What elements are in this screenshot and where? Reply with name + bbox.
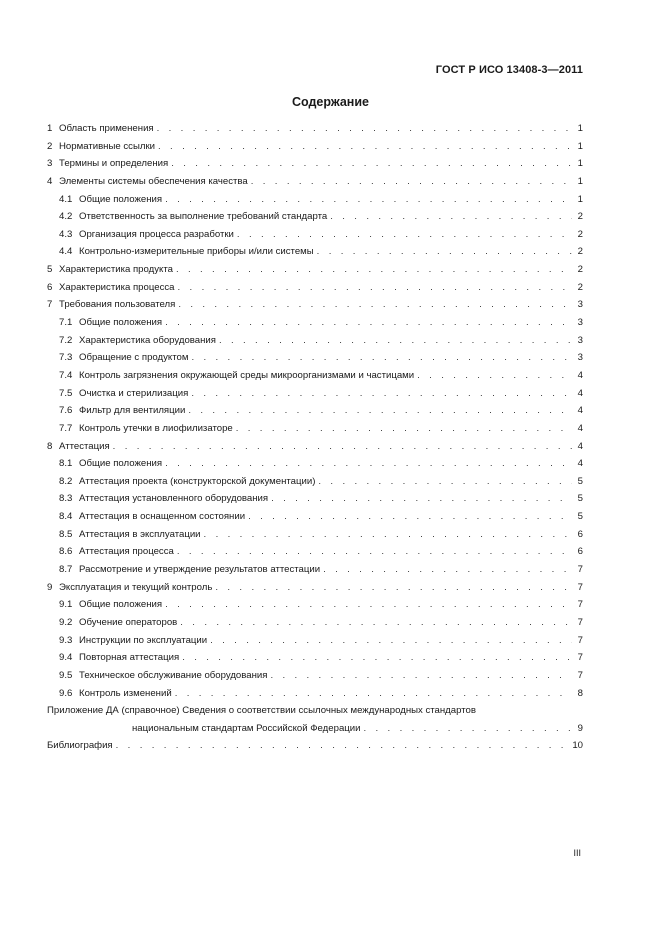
toc-entry-number: 9 [47,581,53,593]
dot-leader [318,473,572,491]
toc-title: Содержание [291,95,369,109]
dot-leader [171,155,572,173]
dot-leader [191,349,572,367]
toc-entry-number: 8.5 [59,528,73,540]
toc-entry-number: 4.2 [59,211,73,223]
toc-entry-page: 2 [577,264,583,276]
toc-entry-title: Контроль утечки в лиофилизаторе [79,422,233,434]
toc-entry-page: 4 [577,405,583,417]
dot-leader [177,543,572,561]
toc-entry[interactable] [47,685,583,703]
toc-entry-title: Контроль изменений [79,687,172,699]
toc-entry-title: Обращение с продуктом [79,352,189,364]
dot-leader [178,296,572,314]
toc-entry-number: 7.2 [59,334,73,346]
toc-entry-page: 1 [577,140,583,152]
dot-leader [237,226,572,244]
toc-bibliography[interactable] [47,737,583,755]
toc-entry-title: Область применения [59,123,154,134]
toc-entry-title: Обучение операторов [79,616,178,628]
toc-entry-page: 7 [577,652,583,664]
toc-entry[interactable] [47,579,583,597]
toc-entry-number: 9.4 [59,652,73,664]
dot-leader [165,596,572,614]
toc-entry[interactable] [47,561,583,579]
toc-entry[interactable] [47,332,583,350]
toc-entry[interactable] [47,173,583,191]
dot-leader [157,120,572,138]
toc-entry-page: 2 [577,211,583,223]
dot-leader [165,191,572,209]
dot-leader [236,420,572,438]
toc-entry-number: 7.1 [59,317,73,329]
toc-entry[interactable] [47,455,583,473]
toc-entry[interactable] [47,279,583,297]
toc-entry-title: Аттестация в оснащенном состоянии [79,511,246,523]
dot-leader [178,279,572,297]
toc-entry-number: 7.6 [59,405,73,417]
toc-entry-page: 5 [577,493,583,505]
dot-leader [175,685,572,703]
toc-entry-number: 8.6 [59,546,73,558]
toc-entry[interactable] [47,543,583,561]
toc-entry-page: 7 [577,599,583,611]
toc-entry-number: 9.5 [59,669,73,681]
toc-entry-page: 3 [577,317,583,329]
toc-entry-number: 8.7 [59,564,73,576]
toc-entry-title: Аттестация проекта (конструкторской документации) [79,475,316,487]
dot-leader [204,526,572,544]
toc-entry-title: Фильтр для вентиляции [79,405,186,417]
toc-entry-title: Характеристика оборудования [79,334,216,346]
toc-entry-title: Эксплуатация и текущий контроль [59,581,213,593]
toc-entry-page: 4 [577,369,583,381]
toc-entry-number: 9.2 [59,616,73,628]
toc-entry-page: 7 [577,564,583,576]
toc-entry-number: 7 [47,299,53,311]
toc-entry-page: 1 [577,175,583,187]
toc-entry[interactable] [47,402,583,420]
toc-entry-title: Общие положения [79,317,163,329]
toc-entry-title: Организация процесса разработки [79,228,234,240]
toc-entry-page: 4 [577,440,583,452]
toc-entry-title: Нормативные ссылки [59,140,156,152]
toc-entry-page: 7 [577,581,583,593]
toc-appendix-line1[interactable] [47,702,583,720]
toc-entry-number: 8.3 [59,493,73,505]
toc-entry-title: Аттестация установленного оборудования [79,493,269,505]
toc-entry-title: Аттестация [59,440,110,452]
toc-entry[interactable] [47,261,583,279]
table-of-contents [47,120,583,755]
toc-entry-title: Характеристика процесса [59,281,175,293]
toc-entry[interactable] [47,632,583,650]
toc-entry-number: 8.2 [59,475,73,487]
toc-entry[interactable] [47,120,583,138]
dot-leader [364,720,573,738]
toc-entry-page: 3 [577,334,583,346]
toc-entry[interactable] [47,191,583,209]
toc-entry-page: 2 [577,228,583,240]
toc-entry-page: 7 [577,634,583,646]
dot-leader [188,402,572,420]
toc-entry-page: 1 [577,158,583,170]
appendix-title-line1: Приложение ДА (справочное) Сведения о соответствии ссылочных международных стандартов [47,705,476,717]
toc-entry-number: 4.3 [59,228,73,240]
toc-entry-title: Требования пользователя [59,299,176,311]
toc-entry-page: 2 [577,281,583,293]
dot-leader [158,138,572,156]
dot-leader [116,737,570,755]
toc-entry-number: 9.6 [59,687,73,699]
toc-entry-title: Повторная аттестация [79,652,180,664]
toc-entry[interactable] [47,490,583,508]
toc-entry-page: 3 [577,299,583,311]
toc-entry[interactable] [47,226,583,244]
dot-leader [113,438,572,456]
toc-entry-number: 2 [47,140,53,152]
toc-entry-number: 5 [47,264,53,276]
toc-entry-page: 3 [577,352,583,364]
toc-entry[interactable] [47,614,583,632]
toc-entry[interactable] [47,526,583,544]
toc-entry-page: 5 [577,475,583,487]
dot-leader [417,367,572,385]
toc-entry-number: 7.3 [59,352,73,364]
toc-entry-page: 6 [577,528,583,540]
toc-entry-page: 6 [577,546,583,558]
toc-appendix-line2[interactable] [47,720,583,738]
toc-entry-page: 7 [577,669,583,681]
toc-entry-page: 1 [577,123,583,134]
dot-leader [323,561,572,579]
toc-entry-number: 3 [47,158,53,170]
toc-entry-number: 6 [47,281,53,293]
toc-entry[interactable] [47,667,583,685]
toc-entry-title: Элементы системы обеспечения качества [59,175,248,187]
document-code: ГОСТ Р ИСО 13408-3—2011 [435,64,583,76]
toc-entry-number: 7.4 [59,369,73,381]
toc-entry-page: 5 [577,511,583,523]
toc-entry-number: 8 [47,440,53,452]
toc-entry[interactable] [47,349,583,367]
dot-leader [180,614,572,632]
toc-entry[interactable] [47,385,583,403]
toc-entry-number: 4 [47,175,53,187]
toc-entry-number: 8.1 [59,458,73,470]
toc-entry-title: Очистка и стерилизация [79,387,189,399]
dot-leader [165,314,572,332]
toc-entry-title: Аттестация процесса [79,546,174,558]
toc-entry-number: 9.1 [59,599,73,611]
toc-entry-page: 7 [577,616,583,628]
toc-entry-title: Инструкции по эксплуатации [79,634,208,646]
dot-leader [251,173,572,191]
toc-entry-page: 4 [577,422,583,434]
dot-leader [271,490,572,508]
dot-leader [330,208,572,226]
toc-entry[interactable] [47,649,583,667]
toc-entry-title: Ответственность за выполнение требований стандарта [79,211,328,223]
dot-leader [215,579,572,597]
toc-entry-title: Общие положения [79,599,163,611]
toc-entry-page: 8 [577,687,583,699]
toc-entry[interactable] [47,243,583,261]
dot-leader [176,261,572,279]
toc-entry-title: Контроль загрязнения окружающей среды микроорганизмами и частицами [79,369,415,381]
toc-entry-title: Контрольно-измерительные приборы и/или системы [79,246,314,258]
toc-entry-page: 2 [577,246,583,258]
toc-entry-number: 8.4 [59,511,73,523]
toc-entry-title: Общие положения [79,193,163,205]
toc-entry[interactable] [47,420,583,438]
dot-leader [191,385,572,403]
toc-entry-title: Характеристика продукта [59,264,173,276]
page-number: III [573,848,581,858]
toc-entry-title: Общие положения [79,458,163,470]
dot-leader [210,632,572,650]
toc-entry-number: 4.1 [59,193,73,205]
dot-leader [182,649,572,667]
toc-entry-page: 1 [577,193,583,205]
toc-entry-number: 9.3 [59,634,73,646]
toc-entry-page: 4 [577,387,583,399]
dot-leader [248,508,572,526]
toc-entry-number: 7.7 [59,422,73,434]
toc-entry[interactable] [47,296,583,314]
dot-leader [219,332,572,350]
toc-entry[interactable] [47,508,583,526]
dot-leader [317,243,572,261]
toc-entry[interactable] [47,208,583,226]
appendix-title-line2: национальным стандартам Российской Федерации [132,722,361,734]
toc-entry[interactable] [47,438,583,456]
appendix-page: 9 [577,722,583,734]
toc-entry[interactable] [47,596,583,614]
toc-entry-title: Аттестация в эксплуатации [79,528,201,540]
dot-leader [270,667,572,685]
toc-entry-title: Термины и определения [59,158,169,170]
toc-entry-title: Рассмотрение и утверждение результатов аттестации [79,564,321,576]
toc-entry-number: 4.4 [59,246,73,258]
toc-entry[interactable] [47,314,583,332]
toc-entry[interactable] [47,473,583,491]
bibliography-page: 10 [572,740,583,752]
toc-entry[interactable] [47,155,583,173]
toc-entry-number: 1 [47,123,53,134]
toc-entry-number: 7.5 [59,387,73,399]
toc-entry[interactable] [47,138,583,156]
toc-entry[interactable] [47,367,583,385]
toc-entry-page: 4 [577,458,583,470]
toc-entry-title: Техническое обслуживание оборудования [79,669,268,681]
bibliography-title: Библиография [47,740,113,752]
dot-leader [165,455,572,473]
